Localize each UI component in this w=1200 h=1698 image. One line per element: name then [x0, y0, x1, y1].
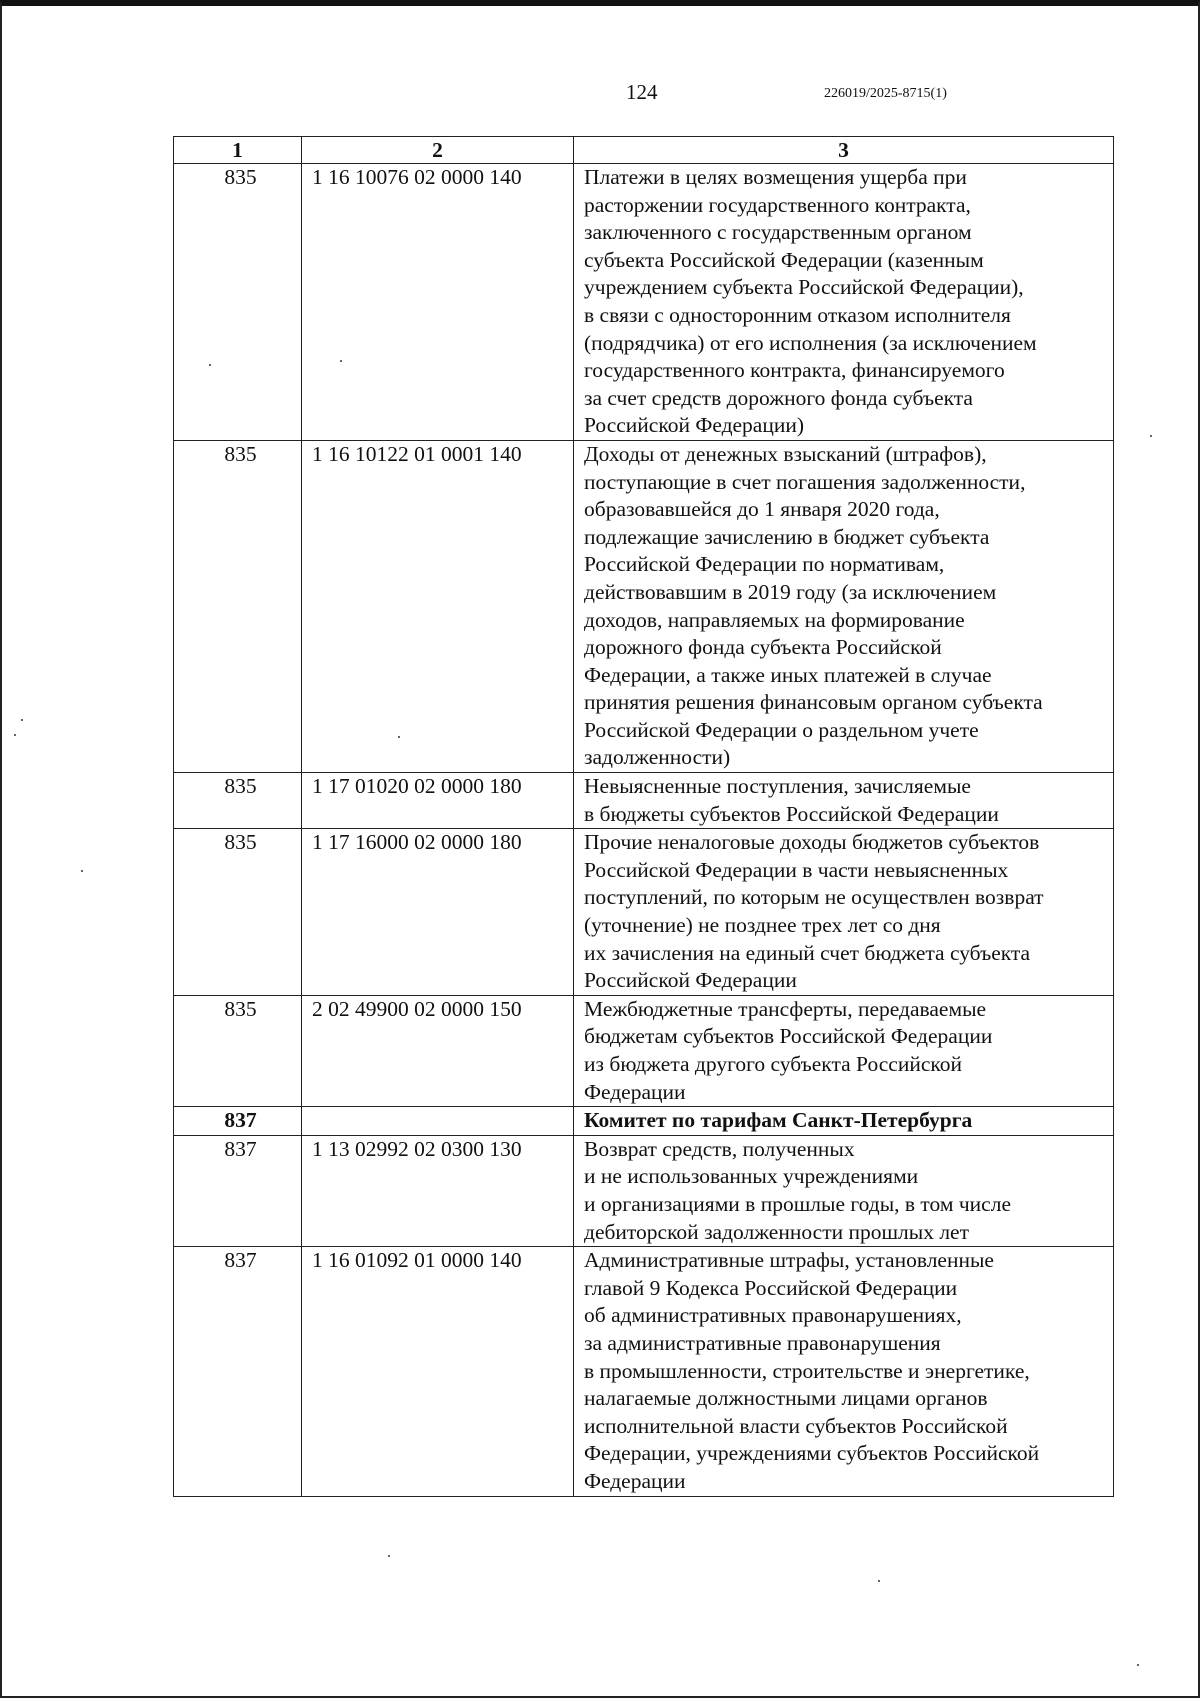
table-row [174, 164, 1114, 441]
income-name-cell: Платежи в целях возмещения ущерба при расторжении государственного контракта, заключенного с государственным органом субъекта Российской Федерации (казенным учреждением субъекта Российской Федерации), в связи с односторонним отказом исполнителя (подрядчика) от его исполнения (за исключением государственного контракта, финансируемого за счет средств дорожного фонда субъекта Российской Федерации) [574, 164, 1114, 441]
budget-classification-code-cell: 1 16 01092 01 0000 140 [302, 1247, 574, 1496]
document-registration-number: 226019/2025-8715(1) [824, 86, 947, 101]
column-header-2: 2 [302, 137, 574, 164]
admin-code-cell: 835 [174, 440, 302, 772]
table-row [174, 1247, 1114, 1496]
table-header-row [174, 137, 1114, 164]
budget-classification-code-cell: 1 13 02992 02 0300 130 [302, 1135, 574, 1246]
income-name-cell: Административные штрафы, установленные главой 9 Кодекса Российской Федерации об административных правонарушениях, за административные правонарушения в промышленности, строительстве и энергетике, налагаемые должностными лицами органов исполнительной власти субъектов Российской Федерации, учреждениями субъектов Российской Федерации [574, 1247, 1114, 1496]
scan-speck [209, 364, 211, 366]
income-codes-table [173, 136, 1114, 1497]
budget-classification-code-cell: 1 17 01020 02 0000 180 [302, 773, 574, 829]
table-body [174, 164, 1114, 1497]
column-header-1: 1 [174, 137, 302, 164]
admin-code-cell: 835 [174, 773, 302, 829]
admin-code-cell: 837 [174, 1135, 302, 1246]
budget-classification-code-cell: 1 16 10122 01 0001 140 [302, 440, 574, 772]
scan-speck [14, 734, 16, 736]
scan-speck [878, 1580, 880, 1582]
table-row [174, 995, 1114, 1106]
page-number: 124 [626, 80, 658, 104]
scan-speck [388, 1555, 390, 1557]
admin-code-cell: 835 [174, 995, 302, 1106]
table-row [174, 1107, 1114, 1136]
budget-classification-code-cell: 1 16 10076 02 0000 140 [302, 164, 574, 441]
income-name-cell: Невыясненные поступления, зачисляемые в бюджеты субъектов Российской Федерации [574, 773, 1114, 829]
admin-code-cell: 835 [174, 829, 302, 996]
income-name-cell: Комитет по тарифам Санкт-Петербурга [574, 1107, 1114, 1136]
budget-classification-code-cell [302, 1107, 574, 1136]
admin-code-cell: 835 [174, 164, 302, 441]
income-name-cell: Возврат средств, полученных и не использованных учреждениями и организациями в прошлые годы, в том числе дебиторской задолженности прошлых лет [574, 1135, 1114, 1246]
budget-classification-code-cell: 2 02 49900 02 0000 150 [302, 995, 574, 1106]
table-row [174, 440, 1114, 772]
income-name-cell: Межбюджетные трансферты, передаваемые бюджетам субъектов Российской Федерации из бюджета другого субъекта Российской Федерации [574, 995, 1114, 1106]
scan-speck [1137, 1664, 1139, 1666]
income-name-cell: Прочие неналоговые доходы бюджетов субъектов Российской Федерации в части невыясненных поступлений, по которым не осуществлен возврат (уточнение) не позднее трех лет со дня их зачисления на единый счет бюджета субъекта Российской Федерации [574, 829, 1114, 996]
scan-speck [398, 736, 400, 738]
income-name-cell: Доходы от денежных взысканий (штрафов), поступающие в счет погашения задолженности, образовавшейся до 1 января 2020 года, подлежащие зачислению в бюджет субъекта Российской Федерации по нормативам, действовавшим в 2019 году (за исключением доходов, направляемых на формирование дорожного фонда субъекта Российской Федерации, а также иных платежей в случае принятия решения финансовым органом субъекта Российской Федерации о раздельном учете задолженности) [574, 440, 1114, 772]
scan-speck [1150, 435, 1152, 437]
table-row [174, 829, 1114, 996]
table-row [174, 773, 1114, 829]
table-row [174, 1135, 1114, 1246]
scan-speck [21, 719, 23, 721]
budget-classification-code-cell: 1 17 16000 02 0000 180 [302, 829, 574, 996]
scan-speck [340, 360, 342, 362]
column-header-3: 3 [574, 137, 1114, 164]
admin-code-cell: 837 [174, 1247, 302, 1496]
admin-code-cell: 837 [174, 1107, 302, 1136]
scan-speck [81, 870, 83, 872]
